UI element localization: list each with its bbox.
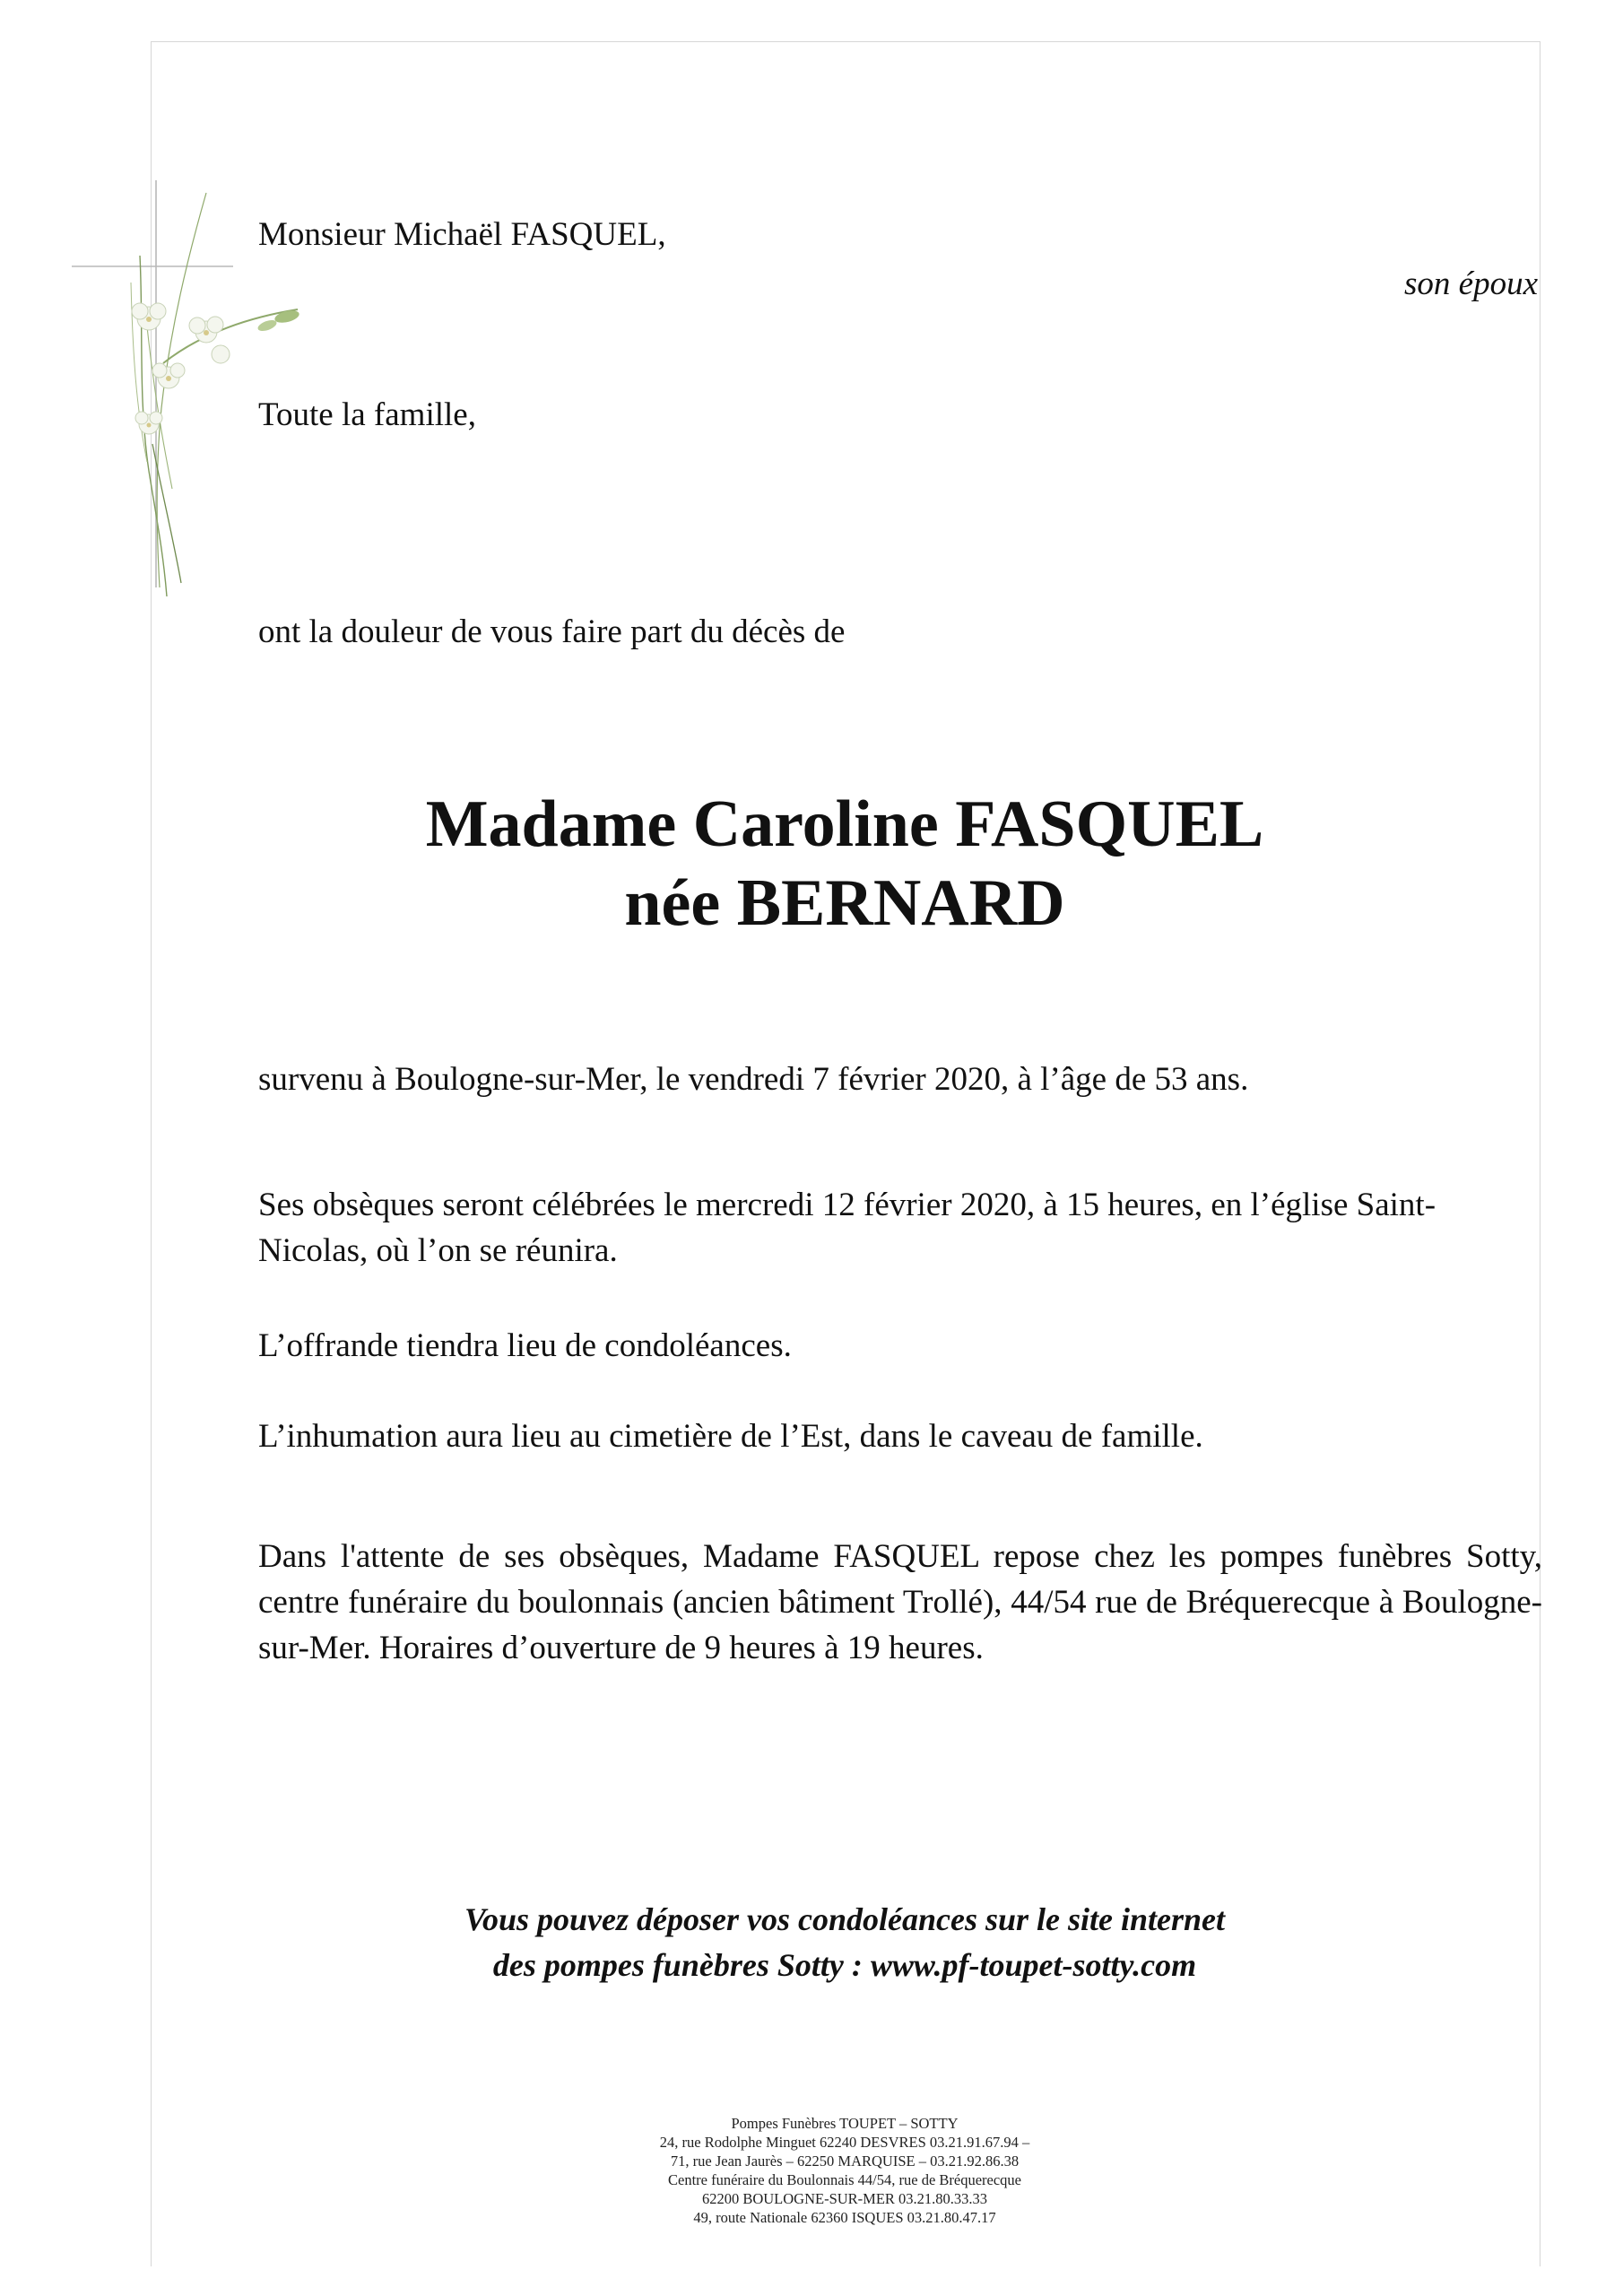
condolences-line-2: des pompes funèbres Sotty : www.pf-toupet-sotty.com bbox=[492, 1947, 1197, 1983]
offering-notice: L’offrande tiendra lieu de condoléances. bbox=[258, 1327, 792, 1364]
deceased-name: Madame Caroline FASQUEL bbox=[425, 787, 1264, 861]
condolences-line-1: Vous pouvez déposer vos condoléances sur le site internet bbox=[464, 1901, 1225, 1937]
footer-line: 62200 BOULOGNE-SUR-MER 03.21.80.33.33 bbox=[701, 2190, 988, 2207]
spouse-line: Monsieur Michaël FASQUEL, bbox=[258, 216, 666, 253]
footer-line: Centre funéraire du Boulonnais 44/54, rue de Bréquerecque bbox=[667, 2171, 1022, 2188]
death-notice: survenu à Boulogne-sur-Mer, le vendredi 7 février 2020, à l’âge de 53 ans. bbox=[258, 1061, 1249, 1098]
footer-line: 71, rue Jean Jaurès – 62250 MARQUISE – 03.21.92.86.38 bbox=[670, 2152, 1020, 2170]
footer-line: 49, route Nationale 62360 ISQUES 03.21.80.47.17 bbox=[693, 2209, 996, 2226]
footer-line: 24, rue Rodolphe Minguet 62240 DESVRES 03.21.91.67.94 – bbox=[659, 2134, 1030, 2151]
announcement-text: ont la douleur de vous faire part du décès de bbox=[258, 613, 846, 650]
funeral-home-footer bbox=[151, 2114, 1539, 2227]
spouse-relation: son époux bbox=[1404, 265, 1538, 302]
burial-notice: L’inhumation aura lieu au cimetière de l’Est, dans le caveau de famille. bbox=[258, 1418, 1203, 1455]
deceased-name-block bbox=[151, 785, 1539, 943]
deceased-maiden-name: née BERNARD bbox=[624, 866, 1065, 940]
viewing-notice: Dans l'attente de ses obsèques, Madame FASQUEL repose chez les pompes funèbres Sotty, centre funéraire du boulonnais (ancien bâtiment Trollé), 44/54 rue de Bréquerecque à Boulogne-sur-Mer. Horaires d’ouverture de 9 heures à 19 heures. bbox=[258, 1538, 1542, 1666]
family-line: Toute la famille, bbox=[258, 396, 476, 433]
condolences-block bbox=[151, 1897, 1539, 1988]
footer-line: Pompes Funèbres TOUPET – SOTTY bbox=[731, 2115, 959, 2132]
funeral-notice: Ses obsèques seront célébrées le mercredi 12 février 2020, à 15 heures, en l’église Saint-Nicolas, où l’on se réunira. bbox=[258, 1187, 1436, 1269]
